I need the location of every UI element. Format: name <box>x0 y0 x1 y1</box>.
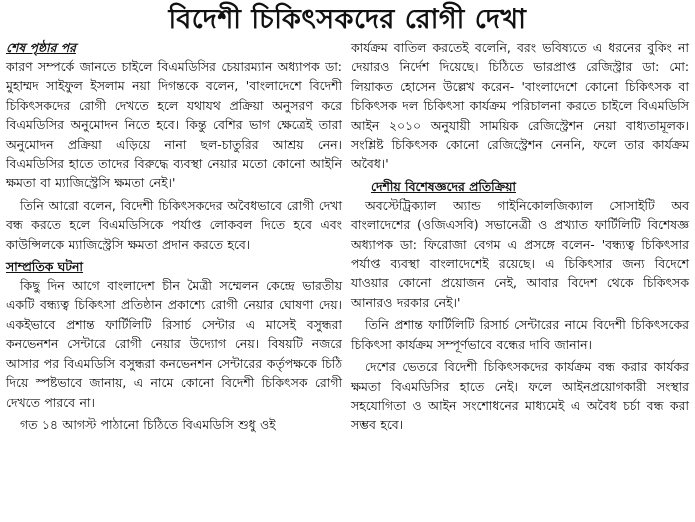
right-paragraph-1: কার্যক্রম বাতিল করতেই বলেনি, বরং ভবিষ্যতে এ ধরনের বুকিং না দেয়ারও নির্দেশ দিয়েছে। চিঠিতে ভারপ্রাপ্ত রেজিস্ট্রার ডা: মো: লিয়াকত হোসেন উল্লেখ করেন- 'বাংলাদেশে কোনো চিকিৎসক বা চিকিৎসক দল চিকিৎসা কার্যক্রম পরিচালনা করতে চাইলে বিএমডিসি আইন ২০১০ অনুযায়ী সাময়িক রেজিস্ট্রেশন নেয়া বাধ্যতামূলক। সংশ্লিষ্ট চিকিৎসক কোনো রেজিস্ট্রেশন নেননি, ফলে তার কার্যক্রম অবৈধ।' <box>351 40 689 172</box>
right-paragraph-3: তিনি প্রশান্ত ফার্টিলিটি রিসার্চ সেন্টারের নামে বিদেশী চিকিৎসকের চিকিৎসা কার্যক্রম সম্পূর্ণভাবে বন্ধের দাবি জানান। <box>351 317 689 352</box>
left-paragraph-3: কিছু দিন আগে বাংলাদেশ চীন মৈত্রী সম্মেলন কেন্দ্রে ভারতীয় একটি বন্ধ্যত্ব চিকিৎসা প্রতিষ্ঠান প্রকাশ্যে রোগী নেয়ার ঘোষণা দেয়। একইভাবে প্রশান্ত ফার্টিলিটি রিসার্চ সেন্টার এ মাসেই বসুন্ধরা কনভেনশন সেন্টারে রোগী নেয়ার উদ্যোগ নেয়। বিষয়টি নজরে আসার পর বিএমডিসি বসুন্ধরা কনভেনশন সেন্টারের কর্তৃপক্ষকে চিঠি দিয়ে স্পষ্টভাবে জানায়, এ নামে কোনো বিদেশী চিকিৎসক রোগী দেখতে পারবে না। <box>6 278 342 410</box>
left-paragraph-1: কারণ সম্পর্কে জানতে চাইলে বিএমডিসির চেয়ারম্যান অধ্যাপক ডা: মুহাম্মদ সাইফুল ইসলাম নয়া দিগন্তকে বলেন, 'বাংলাদেশে বিদেশী চিকিৎসকদের রোগী দেখতে হলে যথাযথ প্রক্রিয়া অনুসরণ করে বিএমডিসির অনুমোদন নিতে হবে। কিন্তু বেশির ভাগ ক্ষেত্রেই তারা অনুমোদন প্রক্রিয়া এড়িয়ে নানা ছল-চাতুরির আশ্রয় নেন। বিএমডিসির হাতে তাদের বিরুদ্ধে ব্যবস্থা নেয়ার মতো কোনো আইনি ক্ষমতা বা ম্যাজিস্ট্রেসি ক্ষমতা নেই।' <box>6 59 342 191</box>
right-paragraph-2: অবস্টেট্রিক্যাল অ্যান্ড গাইনিকোলজিক্যাল সোসাইটি অব বাংলাদেশের (ওজিএসবি) সভানেত্রী ও প্রখ্যাত ফার্টিলিটি বিশেষজ্ঞ অধ্যাপক ডা: ফিরোজা বেগম এ প্রসঙ্গে বলেন- 'বন্ধ্যত্ব চিকিৎসার পর্যাপ্ত ব্যবস্থা বাংলাদেশেই রয়েছে। এ চিকিৎসার জন্য বিদেশে যাওয়ার কোনো প্রয়োজন নেই, আবার বিদেশ থেকে চিকিৎসক আনারও দরকার নেই।' <box>351 197 689 310</box>
section-heading-recent-events: সাম্প্রতিক ঘটনা <box>6 259 84 275</box>
right-paragraph-4: দেশের ভেতরে বিদেশী চিকিৎসকদের কার্যক্রম বন্ধ করার কার্যকর ক্ষমতা বিএমডিসির হাতে নেই। ফলে আইনপ্রয়োগকারী সংস্থার সহযোগিতা ও আইন সংশোধনের মাধ্যমেই এ অবৈধ চর্চা বন্ধ করা সম্ভব হবে। <box>351 359 689 433</box>
section-heading-expert-reaction: দেশীয় বিশেষজ্ঞদের প্রতিক্রিয়া <box>371 178 516 194</box>
continued-label: শেষ পৃষ্ঠার পর <box>6 40 76 55</box>
left-column <box>6 38 342 434</box>
left-paragraph-4: গত ১৪ আগস্ট পাঠানো চিঠিতে বিএমডিসি শুধু ওই <box>20 416 276 432</box>
headline: বিদেশী চিকিৎসকদের রোগী দেখা <box>168 4 527 35</box>
right-column <box>351 38 689 435</box>
left-paragraph-2: তিনি আরো বলেন, বিদেশী চিকিৎসকদের অবৈধভাবে রোগী দেখা বন্ধ করতে হলে বিএমডিসিকে পর্যাপ্ত লোকবল দিতে হবে এবং কাউন্সিলকে ম্যাজিস্ট্রেসি ক্ষমতা প্রদান করতে হবে। <box>6 197 342 252</box>
